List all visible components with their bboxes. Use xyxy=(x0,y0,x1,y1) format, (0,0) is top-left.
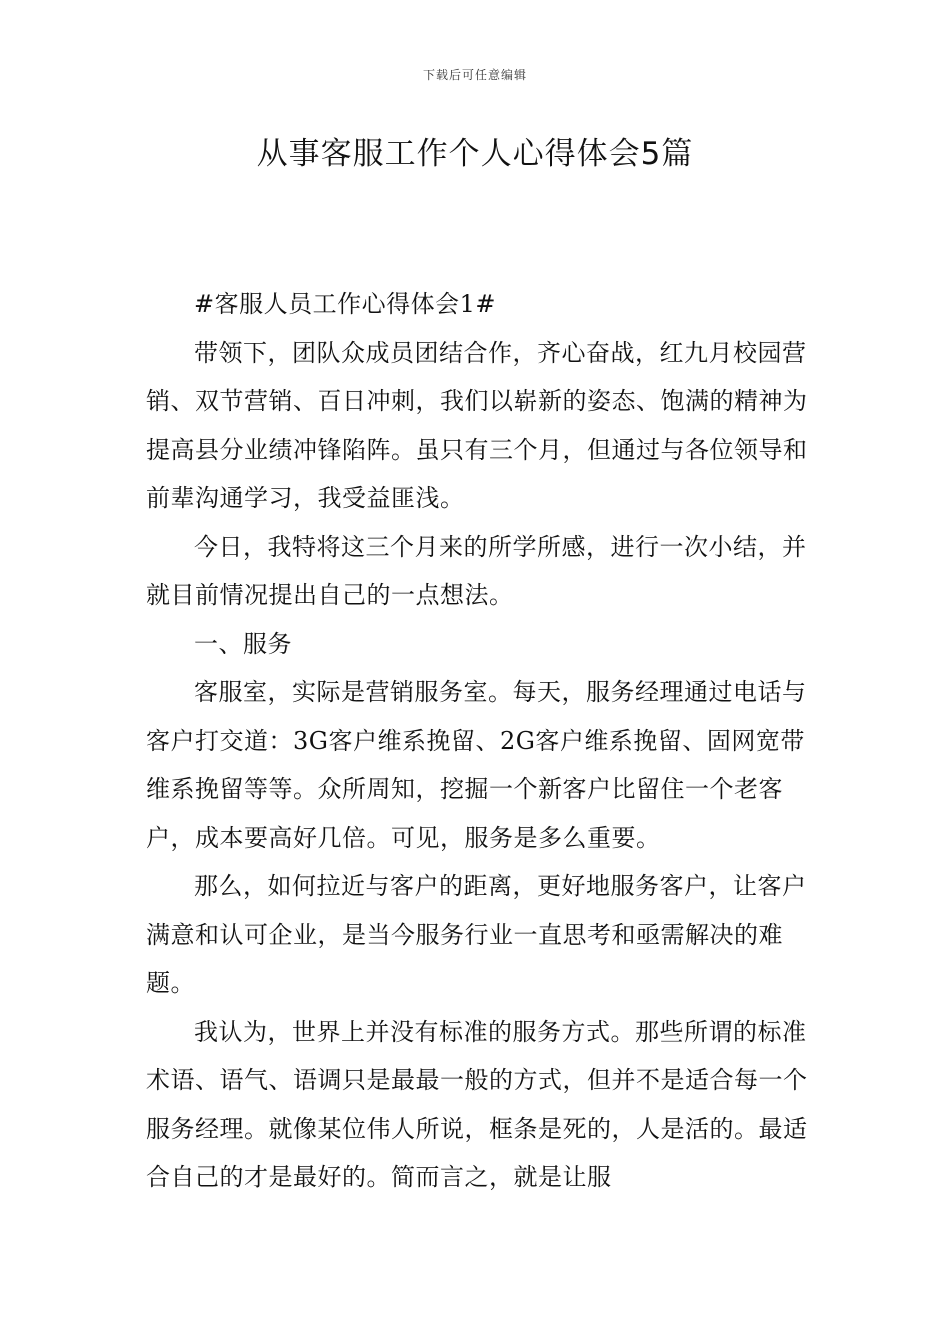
section-heading: #客服人员工作心得体会1# xyxy=(194,290,496,318)
document-title: 从事客服工作个人心得体会5篇 xyxy=(256,136,694,172)
paragraph: 带领下，团队众成员团结合作，齐心奋战，红九月校园营销、双节营销、百日冲刺，我们以崭新的姿态、饱满的精神为提高县分业绩冲锋陷阵。虽只有三个月，但通过与各位领导和前辈沟通学习，我受益匪浅。 xyxy=(146,338,808,512)
paragraph: 今日，我特将这三个月来的所学所感，进行一次小结，并就目前情况提出自己的一点想法。 xyxy=(146,532,807,609)
document-body xyxy=(146,280,826,1202)
paragraph: 客服室，实际是营销服务室。每天，服务经理通过电话与客户打交道：3G客户维系挽留、2G客户维系挽留、固网宽带维系挽留等等。众所周知，挖掘一个新客户比留住一个老客户，成本要高好几倍。可见，服务是多么重要。 xyxy=(146,678,807,852)
subsection-heading: 一、服务 xyxy=(194,629,292,658)
paragraph: 那么，如何拉近与客户的距离，更好地服务客户，让客户满意和认可企业，是当今服务行业一直思考和亟需解决的难题。 xyxy=(146,872,807,997)
paragraph: 我认为，世界上并没有标准的服务方式。那些所谓的标准术语、语气、语调只是最最一般的方式，但并不是适合每一个服务经理。就像某位伟人所说，框条是死的，人是活的。最适合自己的才是最好的。简而言之，就是让服 xyxy=(146,1017,808,1191)
header-note: 下载后可任意编辑 xyxy=(422,68,527,82)
